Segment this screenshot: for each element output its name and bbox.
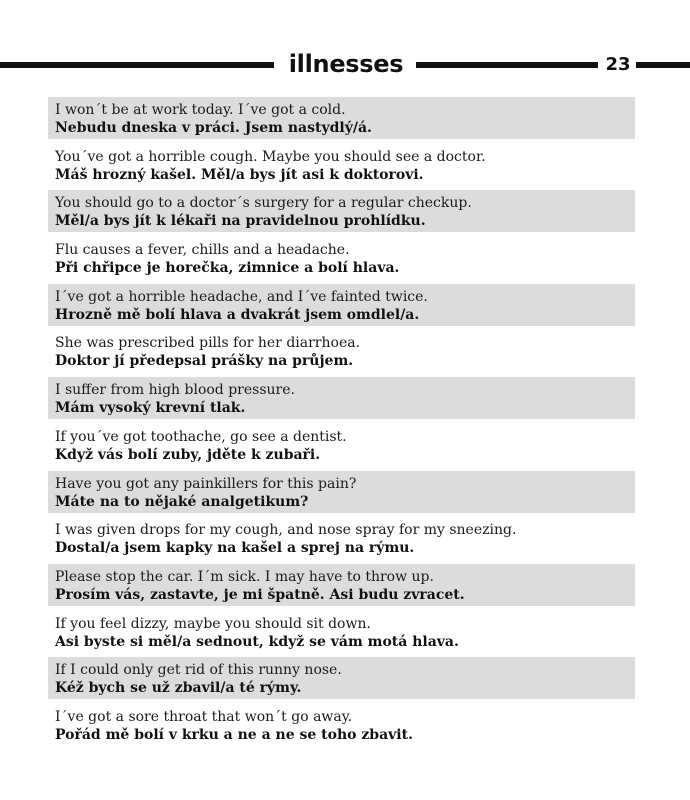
page-title: illnesses	[288, 50, 404, 78]
page-number: 23	[605, 54, 631, 75]
phrase-row	[48, 564, 635, 606]
english-phrase: I´ve got a sore throat that won´t go away.	[55, 708, 353, 725]
phrase-row	[48, 517, 635, 559]
english-phrase: Have you got any painkillers for this pain?	[55, 475, 357, 492]
czech-translation: Máš hrozný kašel. Měl/a bys jít asi k doktorovi.	[55, 166, 424, 183]
czech-translation: Měl/a bys jít k lékaři na pravidelnou prohlídku.	[55, 213, 426, 230]
phrase-list	[48, 97, 635, 751]
english-phrase: She was prescribed pills for her diarrhoea.	[55, 335, 361, 352]
english-phrase: I suffer from high blood pressure.	[55, 382, 295, 399]
czech-translation: Dostal/a jsem kapky na kašel a sprej na rýmu.	[55, 540, 415, 557]
czech-translation: Kéž bych se už zbavil/a té rýmy.	[55, 680, 302, 697]
english-phrase: If you feel dizzy, maybe you should sit down.	[55, 615, 371, 632]
czech-translation: Když vás bolí zuby, jděte k zubaři.	[55, 446, 321, 463]
english-phrase: If you´ve got toothache, go see a dentist.	[55, 428, 347, 445]
english-phrase: You´ve got a horrible cough. Maybe you should see a doctor.	[55, 148, 486, 165]
phrase-row	[48, 611, 635, 653]
phrase-row	[48, 284, 635, 326]
english-phrase: If I could only get rid of this runny nose.	[55, 662, 342, 679]
header-rule-middle	[416, 62, 598, 68]
czech-translation: Máte na to nějaké analgetikum?	[55, 493, 309, 510]
english-phrase: I won´t be at work today. I´ve got a cold.	[55, 102, 346, 118]
phrase-row	[48, 377, 635, 419]
english-phrase: I´ve got a horrible headache, and I´ve fainted twice.	[55, 288, 428, 305]
english-phrase: You should go to a doctor´s surgery for a regular checkup.	[55, 195, 472, 212]
czech-translation: Asi byste si měl/a sednout, když se vám motá hlava.	[55, 633, 459, 650]
czech-translation: Mám vysoký krevní tlak.	[55, 400, 246, 417]
phrase-row	[48, 330, 635, 372]
english-phrase: Flu causes a fever, chills and a headache.	[55, 242, 350, 259]
english-phrase: Please stop the car. I´m sick. I may have to throw up.	[55, 568, 434, 585]
phrase-row	[48, 237, 635, 279]
czech-translation: Pořád mě bolí v krku a ne a ne se toho zbavit.	[55, 726, 413, 743]
czech-translation: Nebudu dneska v práci. Jsem nastydlý/á.	[55, 120, 372, 136]
czech-translation: Doktor jí předepsal prášky na průjem.	[55, 353, 354, 370]
header-rule-right	[636, 62, 690, 68]
phrase-row	[48, 144, 635, 186]
phrase-row	[48, 657, 635, 699]
header-rule-left	[0, 62, 274, 68]
phrase-row	[48, 190, 635, 232]
phrase-row	[48, 97, 635, 139]
czech-translation: Prosím vás, zastavte, je mi špatně. Asi budu zvracet.	[55, 586, 465, 603]
page-header	[0, 48, 690, 78]
phrase-row	[48, 424, 635, 466]
phrase-row	[48, 704, 635, 746]
english-phrase: I was given drops for my cough, and nose spray for my sneezing.	[55, 522, 517, 539]
phrase-row	[48, 471, 635, 513]
czech-translation: Hrozně mě bolí hlava a dvakrát jsem omdlel/a.	[55, 306, 420, 323]
czech-translation: Při chřipce je horečka, zimnice a bolí hlava.	[55, 260, 400, 277]
